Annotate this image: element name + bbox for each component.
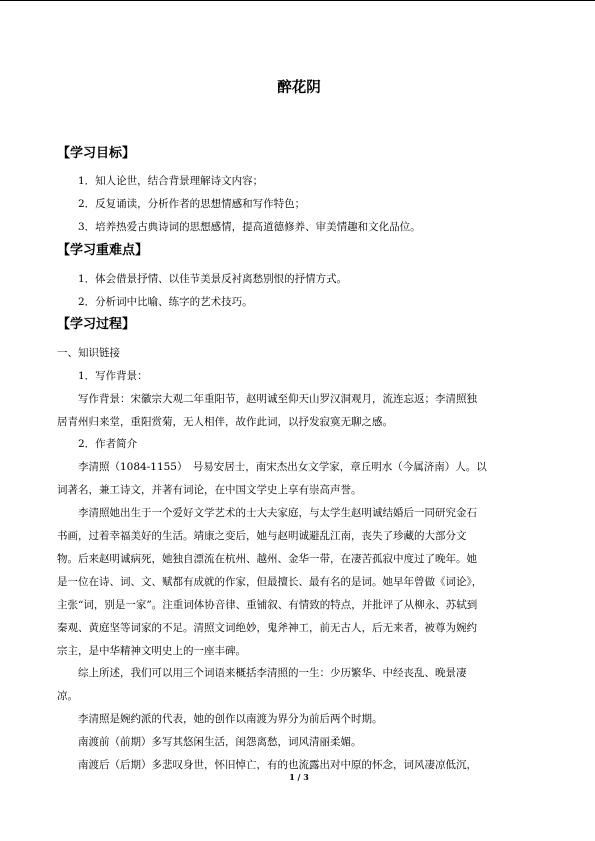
paragraph-line: 综上所述，我们可以用三个词语来概括李清照的一生：少历繁华、中经丧乱、晚景凄	[78, 667, 467, 679]
paragraph-line: 书画，过着幸福美好的生活。靖康之变后，她与赵明诚避乱江南，丧失了珍藏的大部分文	[57, 530, 467, 542]
paragraph-line: 写作背景：宋徽宗大观二年重阳节，赵明诚至仰天山罗汉洞观月，流连忘返；李清照独	[78, 393, 477, 405]
paragraph-line: 主张“词，别是一家”。注重词体协音律、重铺叙、有情致的特点，并批评了从柳永、苏轼到	[57, 599, 478, 611]
section-heading-goals: 【学习目标】	[57, 146, 136, 161]
paragraph-line: 居青州归来堂，重阳赏菊，无人相伴，故作此词，以抒发寂寞无聊之感。	[57, 416, 393, 428]
paragraph-line: 物。后来赵明诚病死，她独自漂流在杭州、越州、金华一带，在凄苦孤寂中度过了晚年。她	[57, 553, 477, 565]
paragraph-line: 李清照（1084-1155） 号易安居士，南宋杰出女文学家，章丘明水（今属济南）人。以	[78, 461, 487, 473]
top-rule	[0, 0, 595, 1]
goal-item: 1．知人论世，结合背景理解诗文内容；	[78, 175, 264, 187]
section-heading-process: 【学习过程】	[57, 317, 136, 332]
page-number: 1 / 3	[289, 772, 309, 782]
paragraph-line: 李清照是婉约派的代表，她的创作以南渡为界分为前后两个时期。	[78, 713, 383, 725]
paragraph-line: 南渡前（前期）多写其悠闲生活，闺怨离愁，词风清丽柔媚。	[78, 736, 362, 748]
key-point-item: 1．体会借景抒情、以佳节美景反衬离愁别恨的抒情方式。	[78, 273, 348, 285]
paragraph-line: 秦观、黄庭坚等词家的不足。清照文词绝妙，鬼斧神工，前无古人，后无来者，被尊为婉约	[57, 622, 477, 634]
sub-title-background: 1．写作背景：	[78, 370, 148, 382]
paragraph-line: 词著名，兼工诗文，并著有词论，在中国文学史上享有崇高声誉。	[57, 484, 362, 496]
goal-item: 3．培养热爱古典诗词的思想感情，提高道德修养、审美情趣和文化品位。	[78, 221, 421, 233]
key-point-item: 2．分析词中比喻、练字的艺术技巧。	[78, 296, 253, 308]
paragraph-line: 李清照她出生于一个爱好文学艺术的士大夫家庭，与太学生赵明诚结婚后一同研究金石	[78, 507, 477, 519]
paragraph-line: 南渡后（后期）多悲叹身世，怀旧悼亡，有的也流露出对中原的怀念，词风凄凉低沉，	[78, 759, 477, 771]
paragraph-line: 是一位在诗、词、文、赋都有成就的作家，但最擅长、最有名的是词。她早年曾做《词论》，	[57, 576, 483, 588]
goal-item: 2．反复诵读，分析作者的思想情感和写作特色；	[78, 198, 306, 210]
paragraph-line: 凉。	[57, 690, 78, 702]
page-title: 醉花阴	[277, 80, 321, 96]
paragraph-line: 宗主，是中华精神文明史上的一座丰碑。	[57, 645, 246, 657]
section-heading-key-points: 【学习重难点】	[57, 243, 149, 258]
sub-title-author: 2．作者简介	[78, 438, 138, 450]
part-title-knowledge-link: 一、知识链接	[57, 347, 120, 359]
